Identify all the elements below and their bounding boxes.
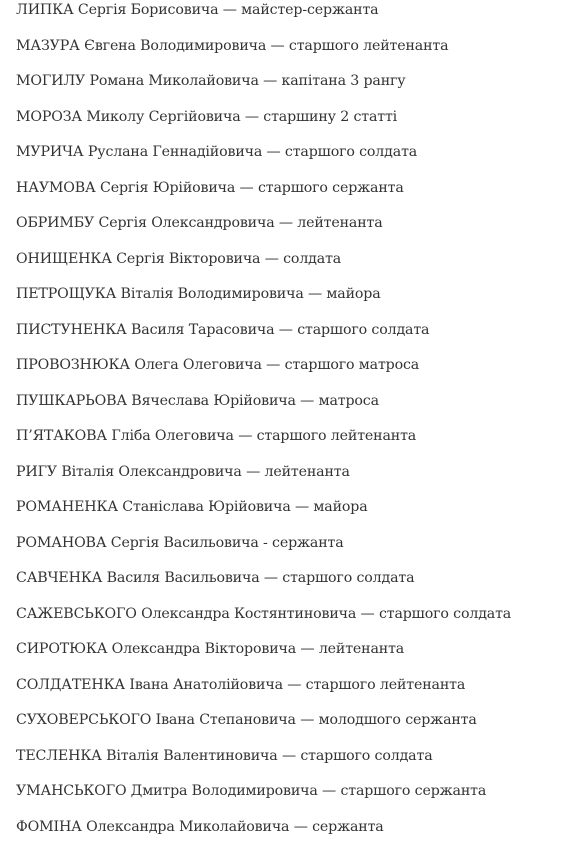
list-item: НАУМОВА Сергія Юрійовича — старшого сержанта xyxy=(16,177,511,213)
list-item: ОБРИМБУ Сергія Олександровича — лейтенанта xyxy=(16,212,511,248)
list-item: П’ЯТАКОВА Гліба Олеговича — старшого лейтенанта xyxy=(16,425,511,461)
list-item: МОГИЛУ Романа Миколайовича — капітана 3 рангу xyxy=(16,70,511,106)
list-item: ФОМІНА Олександра Миколайовича — сержанта xyxy=(16,816,511,851)
list-item: САВЧЕНКА Василя Васильовича — старшого солдата xyxy=(16,567,511,603)
list-item: СОЛДАТЕНКА Івана Анатолійовича — старшого лейтенанта xyxy=(16,674,511,710)
list-item: УМАНСЬКОГО Дмитра Володимировича — старшого сержанта xyxy=(16,780,511,816)
list-item: САЖЕВСЬКОГО Олександра Костянтиновича — старшого солдата xyxy=(16,603,511,639)
list-item: ПЕТРОЩУКА Віталія Володимировича — майора xyxy=(16,283,511,319)
list-item: РОМАНЕНКА Станіслава Юрійовича — майора xyxy=(16,496,511,532)
list-item: СИРОТЮКА Олександра Вікторовича — лейтенанта xyxy=(16,638,511,674)
list-item: МОРОЗА Миколу Сергійовича — старшину 2 статті xyxy=(16,106,511,142)
awardee-list xyxy=(16,0,511,851)
list-item: МАЗУРА Євгена Володимировича — старшого лейтенанта xyxy=(16,35,511,71)
list-item: ПИСТУНЕНКА Василя Тарасовича — старшого солдата xyxy=(16,319,511,355)
list-item: МУРИЧА Руслана Геннадійовича — старшого солдата xyxy=(16,141,511,177)
list-item: ПРОВОЗНЮКА Олега Олеговича — старшого матроса xyxy=(16,354,511,390)
list-item: РИГУ Віталія Олександровича — лейтенанта xyxy=(16,461,511,497)
list-item: РОМАНОВА Сергія Васильовича - сержанта xyxy=(16,532,511,568)
list-item: СУХОВЕРСЬКОГО Івана Степановича — молодшого сержанта xyxy=(16,709,511,745)
list-item: ЛИПКА Сергія Борисовича — майстер-сержанта xyxy=(16,0,511,35)
list-item: ТЕСЛЕНКА Віталія Валентиновича — старшого солдата xyxy=(16,745,511,781)
list-item: ПУШКАРЬОВА Вячеслава Юрійовича — матроса xyxy=(16,390,511,426)
list-item: ОНИЩЕНКА Сергія Вікторовича — солдата xyxy=(16,248,511,284)
